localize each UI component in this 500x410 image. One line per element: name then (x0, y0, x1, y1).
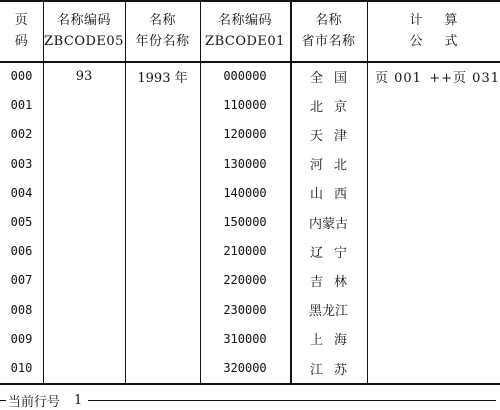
cell-formula (367, 324, 500, 354)
cell-formula (367, 149, 500, 179)
cell-zbcode05 (43, 324, 125, 354)
header-line: 计算 (409, 13, 480, 28)
cell-province-name: 天津 (309, 128, 358, 144)
cell-year-name (125, 207, 200, 237)
cell-year-name (125, 324, 200, 354)
cell-zbcode05 (43, 90, 125, 120)
header-line: 名称 (148, 13, 176, 28)
cell-formula (367, 207, 500, 237)
cell-province-name: 吉林 (309, 274, 358, 290)
cell-formula (367, 178, 500, 208)
cell-zbcode05 (43, 119, 125, 149)
current-row-indicator (0, 392, 500, 409)
header-line: 年份名称 (135, 34, 190, 49)
cell-page-code: 002 (10, 127, 33, 142)
cell-page-code: 010 (10, 361, 33, 375)
cell-zbcode01: 130000 (223, 156, 267, 171)
header-province-name (290, 0, 367, 62)
cell-formula (367, 353, 500, 383)
cell-year-name: 1993 年 (137, 70, 188, 86)
cell-year-name (125, 119, 200, 149)
cell-formula (367, 90, 500, 120)
formula-part: 页 001 (375, 70, 422, 86)
cell-zbcode05: 93 (75, 68, 93, 84)
cell-page-code: 009 (10, 331, 33, 346)
cell-province-name: 内蒙古 (308, 216, 348, 232)
current-row-value: 1 (74, 393, 83, 408)
header-line: 名称编码 (56, 13, 111, 28)
cell-zbcode01: 230000 (223, 302, 267, 317)
cell-year-name (125, 236, 200, 266)
header-line: 公式 (409, 34, 480, 49)
cell-zbcode05 (43, 236, 125, 266)
header-line: 名称 (314, 13, 342, 28)
cell-province-name: 河北 (309, 158, 358, 174)
cell-province-name: 辽宁 (309, 245, 358, 261)
cell-year-name (125, 90, 200, 120)
formula-part: ++页 031 (429, 70, 500, 86)
header-formula (367, 0, 500, 62)
table-bottom-rule (0, 383, 500, 385)
cell-province-name: 黑龙江 (308, 304, 348, 320)
cell-province-name: 北京 (309, 99, 358, 115)
cell-formula (367, 295, 500, 325)
header-line: ZBCODE05 (44, 34, 124, 49)
cell-zbcode01: 210000 (223, 244, 267, 259)
cell-zbcode01: 150000 (223, 215, 267, 229)
cell-zbcode01: 000000 (223, 69, 267, 83)
cell-province-name: 全国 (309, 70, 358, 86)
cell-zbcode01: 110000 (223, 98, 267, 113)
cell-year-name (125, 295, 200, 325)
cell-page-code: 001 (10, 98, 33, 113)
cell-page-code: 005 (10, 215, 33, 229)
current-row-label: 当前行号 (8, 395, 61, 410)
header-line: 名称编码 (217, 13, 272, 28)
cell-zbcode01: 140000 (223, 185, 267, 200)
cell-province-name: 山西 (309, 187, 358, 203)
cell-year-name (125, 265, 200, 295)
cell-formula (367, 61, 500, 91)
cell-zbcode01: 220000 (223, 273, 267, 288)
footer-rule-left (0, 400, 6, 401)
cell-zbcode05 (43, 265, 125, 295)
cell-formula (367, 119, 500, 149)
cell-page-code: 008 (10, 302, 33, 317)
cell-year-name (125, 353, 200, 383)
cell-zbcode01: 310000 (223, 331, 267, 346)
header-line: 码 (14, 34, 29, 49)
header-line: 页 (14, 13, 29, 28)
cell-year-name (125, 149, 200, 179)
footer-rule-right (88, 400, 496, 401)
cell-formula (367, 236, 500, 266)
cell-province-name: 上海 (309, 333, 358, 349)
header-page-code (0, 0, 43, 62)
cell-formula (367, 265, 500, 295)
cell-page-code: 000 (10, 69, 33, 83)
cell-zbcode05 (43, 149, 125, 179)
cell-page-code: 004 (10, 185, 33, 200)
cell-page-code: 007 (10, 273, 33, 288)
header-zbcode05 (43, 0, 125, 62)
cell-zbcode01: 320000 (223, 361, 267, 375)
cell-page-code: 003 (10, 156, 33, 171)
cell-zbcode05 (43, 353, 125, 383)
header-zbcode01 (200, 0, 290, 62)
cell-zbcode05 (43, 178, 125, 208)
cell-province-name: 江苏 (309, 362, 358, 378)
cell-zbcode05 (43, 295, 125, 325)
cell-zbcode01: 120000 (223, 127, 267, 142)
header-line: 省市名称 (301, 34, 356, 49)
header-year-name (125, 0, 200, 62)
cell-year-name (125, 178, 200, 208)
header-line: ZBCODE01 (205, 34, 285, 49)
cell-page-code: 006 (10, 244, 33, 259)
cell-zbcode05 (43, 207, 125, 237)
